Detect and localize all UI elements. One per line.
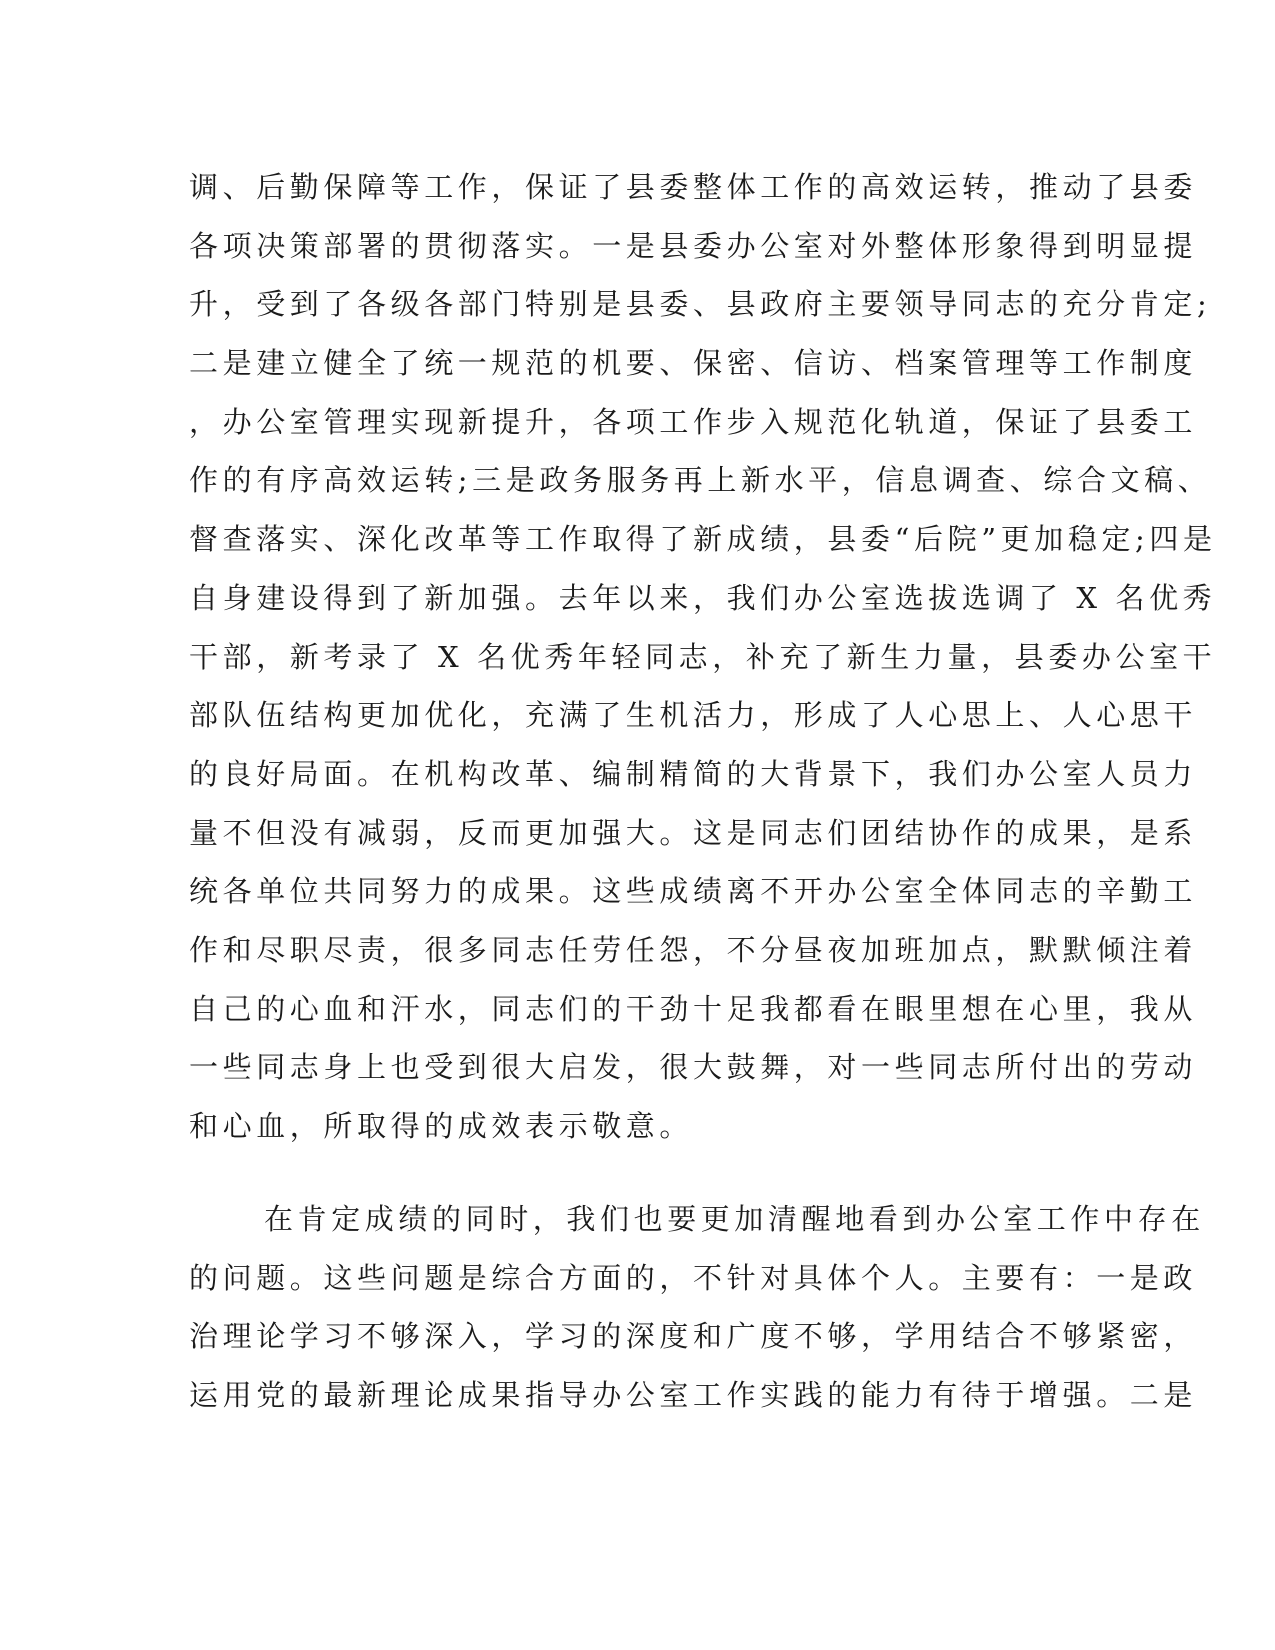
text-line: 二是建立健全了统一规范的机要、保密、信访、档案管理等工作制度	[189, 346, 1198, 381]
text-line: 的良好局面。在机构改革、编制精简的大背景下，我们办公室人员力	[189, 756, 1198, 791]
text-line: 在肯定成绩的同时，我们也要更加清醒地看到办公室工作中存在	[264, 1202, 1205, 1236]
text-line: 统各单位共同努力的成果。这些成绩离不开办公室全体同志的辛勤工	[189, 874, 1198, 909]
text-line: ，办公室管理实现新提升，各项工作步入规范化轨道，保证了县委工	[189, 404, 1198, 439]
text-line: 调、后勤保障等工作，保证了县委整体工作的高效运转，推动了县委	[189, 170, 1198, 204]
text-line: 自身建设得到了新加强。去年以来，我们办公室选拔选调了 X 名优秀	[189, 580, 1217, 615]
text-line: 的问题。这些问题是综合方面的，不针对具体个人。主要有：一是政	[189, 1260, 1198, 1295]
paragraph-problems	[189, 1197, 1205, 1432]
text-line: 运用党的最新理论成果指导办公室工作实践的能力有待于增强。二是	[189, 1378, 1198, 1413]
text-line: 各项决策部署的贯彻落实。一是县委办公室对外整体形象得到明显提	[189, 228, 1198, 263]
text-line: 量不但没有减弱，反而更加强大。这是同志们团结协作的成果，是系	[189, 815, 1198, 850]
text-line: 升，受到了各级各部门特别是县委、县政府主要领导同志的充分肯定;	[189, 287, 1212, 322]
text-line: 一些同志身上也受到很大启发，很大鼓舞，对一些同志所付出的劳动	[189, 1050, 1198, 1085]
text-line: 作的有序高效运转;三是政务服务再上新水平，信息调查、综合文稿、	[189, 463, 1212, 498]
text-line: 和心血，所取得的成效表示敬意。	[189, 1109, 694, 1143]
text-line: 督查落实、深化改革等工作取得了新成绩，县委“后院”更加稳定;四是	[189, 522, 1217, 557]
paragraph-achievements	[189, 165, 1217, 1163]
text-line: 治理论学习不够深入，学习的深度和广度不够，学用结合不够紧密，	[189, 1319, 1198, 1354]
text-line: 自己的心血和汗水，同志们的干劲十足我都看在眼里想在心里，我从	[189, 991, 1198, 1026]
text-line: 部队伍结构更加优化，充满了生机活力，形成了人心思上、人心思干	[189, 698, 1198, 733]
text-line: 干部，新考录了 X 名优秀年轻同志，补充了新生力量，县委办公室干	[189, 639, 1217, 674]
text-line: 作和尽职尽责，很多同志任劳任怨，不分昼夜加班加点，默默倾注着	[189, 932, 1198, 967]
